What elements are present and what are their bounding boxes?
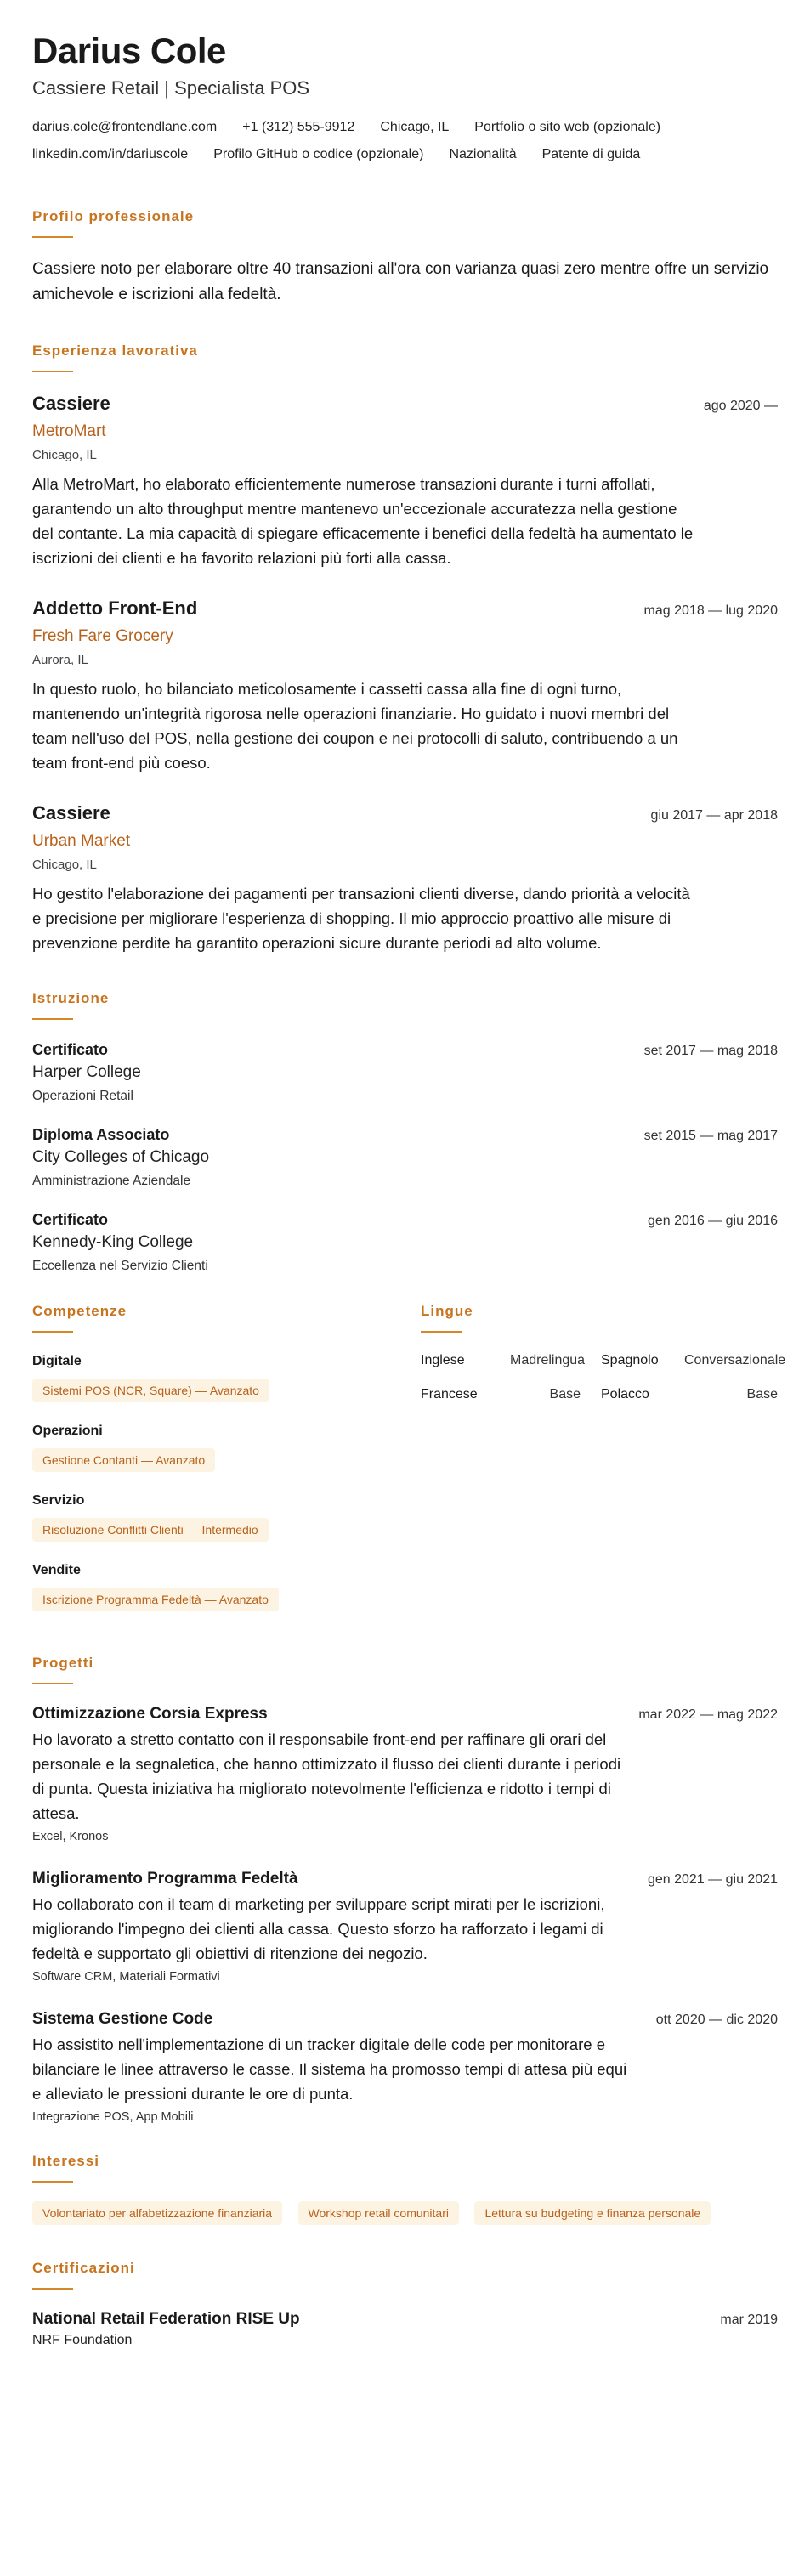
contact-phone: +1 (312) 555-9912 bbox=[242, 120, 355, 134]
skill-tag: Sistemi POS (NCR, Square) — Avanzato bbox=[32, 1379, 269, 1402]
section-divider bbox=[32, 1331, 73, 1333]
skill-category: Digitale bbox=[32, 1354, 82, 1368]
language-level: Madrelingua bbox=[510, 1353, 586, 1367]
job-title: Cassiere bbox=[32, 393, 110, 414]
job-description: Ho gestito l'elaborazione dei pagamenti per transazioni clienti diverse, dando priorità a velocità e precisione per migliorare l'esperienza di shopping. Il mio approccio proattivo alle misure di prevenzione perdite ha garantito operazioni sicure durante periodi ad alto volume. bbox=[32, 885, 690, 952]
project-title: Sistema Gestione Code bbox=[32, 2010, 213, 2028]
project-date: mar 2022 — mag 2022 bbox=[638, 1707, 778, 1722]
section-divider bbox=[32, 236, 73, 238]
section-title: Certificazioni bbox=[32, 2260, 135, 2276]
job-company: Fresh Fare Grocery bbox=[32, 627, 173, 645]
education-field: Amministrazione Aziendale bbox=[32, 1174, 191, 1188]
section-title: Progetti bbox=[32, 1655, 94, 1671]
experience-section bbox=[32, 342, 778, 955]
skills-column bbox=[32, 1302, 421, 1630]
language-name: Polacco bbox=[601, 1387, 649, 1401]
summary-text: Cassiere noto per elaborare oltre 40 transazioni all'ora con varianza quasi zero mentre offre un servizio amichevole e iscrizioni alla fedeltà. bbox=[32, 260, 769, 303]
section-divider bbox=[32, 371, 73, 372]
job-entry bbox=[32, 596, 778, 775]
skills-languages-section bbox=[32, 1302, 786, 1630]
job-date: ago 2020 — bbox=[703, 399, 778, 413]
certifications-section bbox=[32, 2259, 778, 2351]
language-level: Base bbox=[746, 1387, 778, 1401]
languages-column bbox=[421, 1302, 786, 1630]
education-entry bbox=[32, 1124, 778, 1192]
education-date: set 2015 — mag 2017 bbox=[643, 1129, 778, 1143]
skill-category: Vendite bbox=[32, 1563, 81, 1577]
education-field: Operazioni Retail bbox=[32, 1089, 133, 1103]
section-divider bbox=[32, 2288, 73, 2290]
job-location: Chicago, IL bbox=[32, 858, 97, 872]
project-title: Ottimizzazione Corsia Express bbox=[32, 1705, 268, 1723]
contact-location: Chicago, IL bbox=[380, 120, 450, 134]
skill-category: Servizio bbox=[32, 1493, 85, 1508]
interests-section bbox=[32, 2152, 778, 2225]
project-entry bbox=[32, 1703, 778, 1846]
project-entry bbox=[32, 1868, 778, 1986]
section-title: Lingue bbox=[421, 1303, 473, 1319]
education-field: Eccellenza nel Servizio Clienti bbox=[32, 1259, 208, 1273]
interest-tag: Workshop retail comunitari bbox=[298, 2201, 459, 2225]
project-title: Miglioramento Programma Fedeltà bbox=[32, 1870, 298, 1888]
certification-title: National Retail Federation RISE Up bbox=[32, 2310, 300, 2328]
contact-github: Profilo GitHub o codice (opzionale) bbox=[213, 147, 424, 161]
project-date: gen 2021 — giu 2021 bbox=[647, 1872, 778, 1887]
education-school: Harper College bbox=[32, 1063, 141, 1081]
education-date: set 2017 — mag 2018 bbox=[643, 1044, 778, 1058]
job-location: Aurora, IL bbox=[32, 653, 88, 667]
language-level: Base bbox=[549, 1387, 581, 1401]
job-description: In questo ruolo, ho bilanciato meticolosamente i cassetti cassa alla fine di ogni turno, mantenendo un'integrità rigorosa nelle operazioni finanziarie. Ho guidato i nuovi membri del team nell'uso del POS, nella gestione dei coupon e nei protocolli di saluto, contribuendo a un team front-end più coeso. bbox=[32, 680, 678, 772]
skill-category: Operazioni bbox=[32, 1424, 103, 1438]
candidate-subtitle: Cassiere Retail | Specialista POS bbox=[32, 77, 310, 99]
skill-group bbox=[32, 1421, 421, 1472]
candidate-name: Darius Cole bbox=[32, 31, 226, 71]
job-description: Alla MetroMart, ho elaborato efficientemente numerose transazioni durante i turni affollati, garantendo un alto throughput mentre mantenevo un'eccezionale accuratezza nella gestione del contante. La mia capacità di spiegare efficacemente i benefici della fedeltà ha aumentato le iscrizioni dei clienti e ha favorito relazioni più forti alla cassa. bbox=[32, 475, 694, 567]
section-title: Profilo professionale bbox=[32, 208, 195, 224]
section-divider bbox=[32, 2181, 73, 2183]
education-date: gen 2016 — giu 2016 bbox=[647, 1214, 778, 1228]
job-title: Cassiere bbox=[32, 802, 110, 824]
interest-tag: Volontariato per alfabetizzazione finanziaria bbox=[32, 2201, 282, 2225]
project-tools: Software CRM, Materiali Formativi bbox=[32, 1970, 220, 1984]
education-entry bbox=[32, 1209, 778, 1277]
job-location: Chicago, IL bbox=[32, 448, 97, 462]
contact-nationality: Nazionalità bbox=[449, 147, 517, 161]
certification-date: mar 2019 bbox=[720, 2313, 778, 2327]
education-school: Kennedy-King College bbox=[32, 1233, 194, 1251]
section-divider bbox=[421, 1331, 462, 1333]
project-description: Ho lavorato a stretto contatto con il responsabile front-end per raffinare gli orari del personale e la segnaletica, che hanno ottimizzato il flusso dei clienti durante i periodi di punta. Questa iniziativa ha migliorato notevolmente l'efficienza e ridotto i tempi di attesa. bbox=[32, 1730, 621, 1822]
language-list bbox=[421, 1351, 786, 1404]
section-divider bbox=[32, 1683, 73, 1684]
education-section bbox=[32, 989, 778, 1277]
language-name: Inglese bbox=[421, 1353, 465, 1367]
project-description: Ho collaborato con il team di marketing per sviluppare script mirati per le iscrizioni, migliorando l'impegno dei clienti alla cassa. Questo sforzo ha rafforzato i legami di fedeltà e supportato gli obiettivi di ritenzione dei negozio. bbox=[32, 1895, 605, 1962]
projects-section bbox=[32, 1654, 778, 2126]
language-name: Spagnolo bbox=[601, 1353, 659, 1367]
skill-tag: Iscrizione Programma Fedeltà — Avanzato bbox=[32, 1588, 279, 1611]
contact-list bbox=[32, 116, 778, 170]
section-title: Interessi bbox=[32, 2153, 99, 2169]
section-title: Competenze bbox=[32, 1303, 127, 1319]
skill-group bbox=[32, 1560, 421, 1611]
project-date: ott 2020 — dic 2020 bbox=[655, 2013, 778, 2027]
job-date: mag 2018 — lug 2020 bbox=[643, 603, 778, 618]
interest-list bbox=[32, 2201, 778, 2225]
job-company: MetroMart bbox=[32, 422, 106, 440]
summary-section bbox=[32, 207, 778, 308]
education-entry bbox=[32, 1039, 778, 1107]
contact-portfolio: Portfolio o sito web (opzionale) bbox=[474, 120, 661, 134]
contact-license: Patente di guida bbox=[541, 147, 641, 161]
education-degree: Diploma Associato bbox=[32, 1126, 170, 1143]
skill-tag: Risoluzione Conflitti Clienti — Intermedio bbox=[32, 1518, 269, 1542]
project-tools: Excel, Kronos bbox=[32, 1830, 109, 1843]
job-entry bbox=[32, 391, 778, 570]
education-degree: Certificato bbox=[32, 1041, 109, 1058]
section-divider bbox=[32, 1018, 73, 1020]
job-company: Urban Market bbox=[32, 832, 131, 850]
skill-tag: Gestione Contanti — Avanzato bbox=[32, 1448, 215, 1472]
language-name: Francese bbox=[421, 1387, 478, 1401]
education-degree: Certificato bbox=[32, 1211, 109, 1228]
section-title: Esperienza lavorativa bbox=[32, 343, 198, 359]
section-title: Istruzione bbox=[32, 990, 110, 1006]
project-tools: Integrazione POS, App Mobili bbox=[32, 2110, 194, 2124]
language-level: Conversazionale bbox=[684, 1353, 786, 1367]
job-entry bbox=[32, 801, 778, 955]
certification-entry bbox=[32, 2308, 778, 2351]
skill-group bbox=[32, 1351, 421, 1402]
interest-tag: Lettura su budgeting e finanza personale bbox=[474, 2201, 711, 2225]
job-title: Addetto Front-End bbox=[32, 597, 198, 619]
project-entry bbox=[32, 2008, 778, 2126]
resume-header bbox=[32, 31, 778, 170]
contact-linkedin: linkedin.com/in/dariuscole bbox=[32, 147, 189, 161]
job-date: giu 2017 — apr 2018 bbox=[650, 808, 778, 823]
skill-group bbox=[32, 1491, 421, 1542]
education-school: City Colleges of Chicago bbox=[32, 1148, 210, 1166]
contact-email: darius.cole@frontendlane.com bbox=[32, 120, 218, 134]
certification-org: NRF Foundation bbox=[32, 2333, 133, 2347]
project-description: Ho assistito nell'implementazione di un tracker digitale delle code per monitorare e bilanciare le linee attraverso le casse. Il sistema ha promosso tempi di attesa più equi e alleviato le pressioni durante le ore di punta. bbox=[32, 2035, 627, 2103]
